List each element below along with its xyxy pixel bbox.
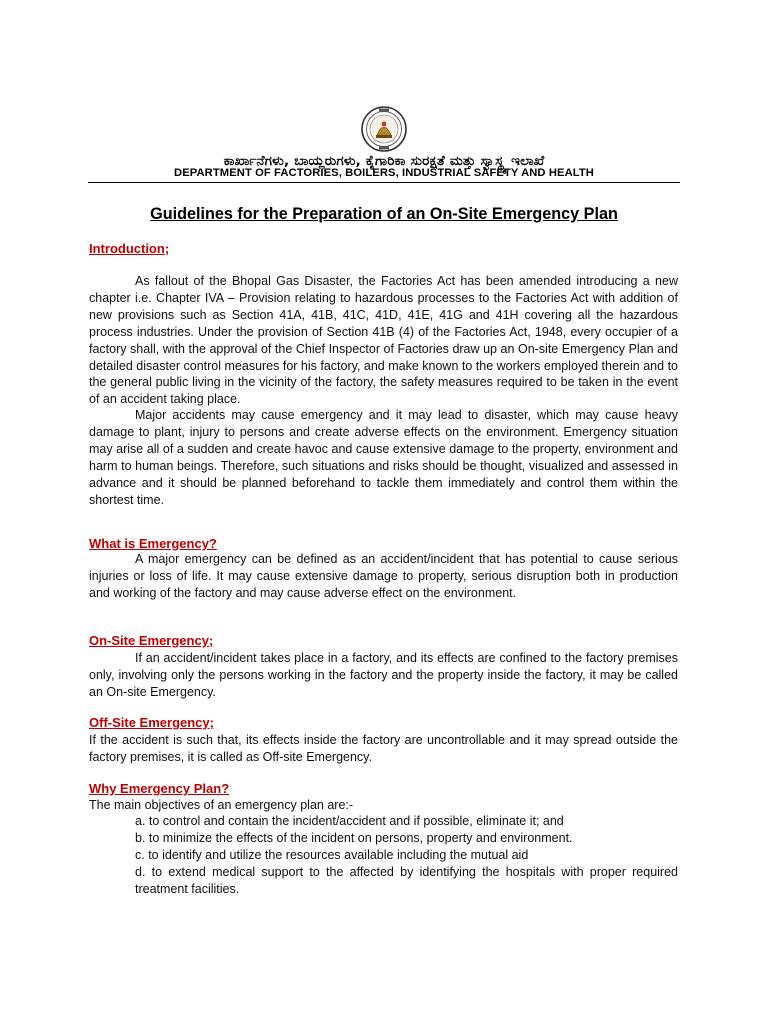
- list-item: c. to identify and utilize the resources available including the mutual aid: [135, 847, 529, 862]
- introduction-paragraph-1: As fallout of the Bhopal Gas Disaster, the Factories Act has been amended introducing a new chapter i.e. Chapter IVA – Provision relating to hazardous processes to the Factories Act with addition of new provisions such as Section 41A, 41B, 41C, 41D, 41E, 41G and 41H covering all the hazardous process industries. Under the provision of Section 41B (4) of the Factories Act, 1948, every occupier of a factory shall, with the approval of the Chief Inspector of Factories draw up an On-site Emergency Plan and detailed disaster control measures for his factory, and make known to the workers employed therein and to the general public living in the vicinity of the factory, the safety measures required to be taken in the event of an accident taking place.: [89, 274, 678, 407]
- objectives-list: [135, 813, 678, 898]
- what-is-emergency-paragraph: A major emergency can be defined as an accident/incident that has potential to cause serious injuries or loss of life. It may cause extensive damage to property, serious disruption both in production and working of the factory and may cause adverse effect on the environment.: [89, 552, 678, 600]
- header-divider: [88, 182, 680, 183]
- list-item: b. to minimize the effects of the incident on persons, property and environment.: [135, 830, 573, 845]
- off-site-emergency-heading: Off-Site Emergency;: [89, 715, 214, 730]
- kannada-department-title: ಕಾರ್ಖಾನೆಗಳು, ಬಾಯ್ಲರುಗಳು, ಕೈಗಾರಿಕಾ ಸುರಕ್ಷತೆ ಮತ್ತು ಸ್ವಾಸ್ಥ್ಯ ಇಲಾಖೆ: [223, 153, 545, 169]
- on-site-emergency-paragraph: If an accident/incident takes place in a factory, and its effects are confined to the factory premises only, involving only the persons working in the factory and the property inside the factory, it may be called an On-site Emergency.: [89, 651, 678, 699]
- list-item: a. to control and contain the incident/accident and if possible, eliminate it; and: [135, 814, 564, 828]
- page-title: Guidelines for the Preparation of an On-Site Emergency Plan: [150, 205, 618, 223]
- introduction-paragraph-2: Major accidents may cause emergency and it may lead to disaster, which may cause heavy damage to plant, injury to persons and create adverse effects on the environment. Emergency situation may arise all of a sudden and create havoc and cause extensive damage to the property, environment and harm to human beings. Therefore, such situations and risks should be thought, visualized and assessed in advance and it should be planned beforehand to tackle them immediately and control them within the shortest time.: [89, 408, 678, 507]
- list-item: d. to extend medical support to the affected by identifying the hospitals with proper required treatment facilities.: [135, 864, 678, 896]
- on-site-emergency-heading: On-Site Emergency;: [89, 633, 214, 648]
- off-site-emergency-paragraph: If the accident is such that, its effects inside the factory are uncontrollable and it may spread outside the factory premises, it is called as Off-site Emergency.: [89, 733, 678, 764]
- objectives-intro: The main objectives of an emergency plan are:-: [89, 798, 354, 812]
- state-emblem-seal-icon: [360, 105, 408, 153]
- what-is-emergency-heading: What is Emergency?: [89, 536, 217, 551]
- why-emergency-plan-heading: Why Emergency Plan?: [89, 781, 230, 796]
- introduction-heading: Introduction;: [89, 241, 170, 256]
- department-title: DEPARTMENT OF FACTORIES, BOILERS, INDUSTRIAL SAFETY AND HEALTH: [174, 167, 594, 179]
